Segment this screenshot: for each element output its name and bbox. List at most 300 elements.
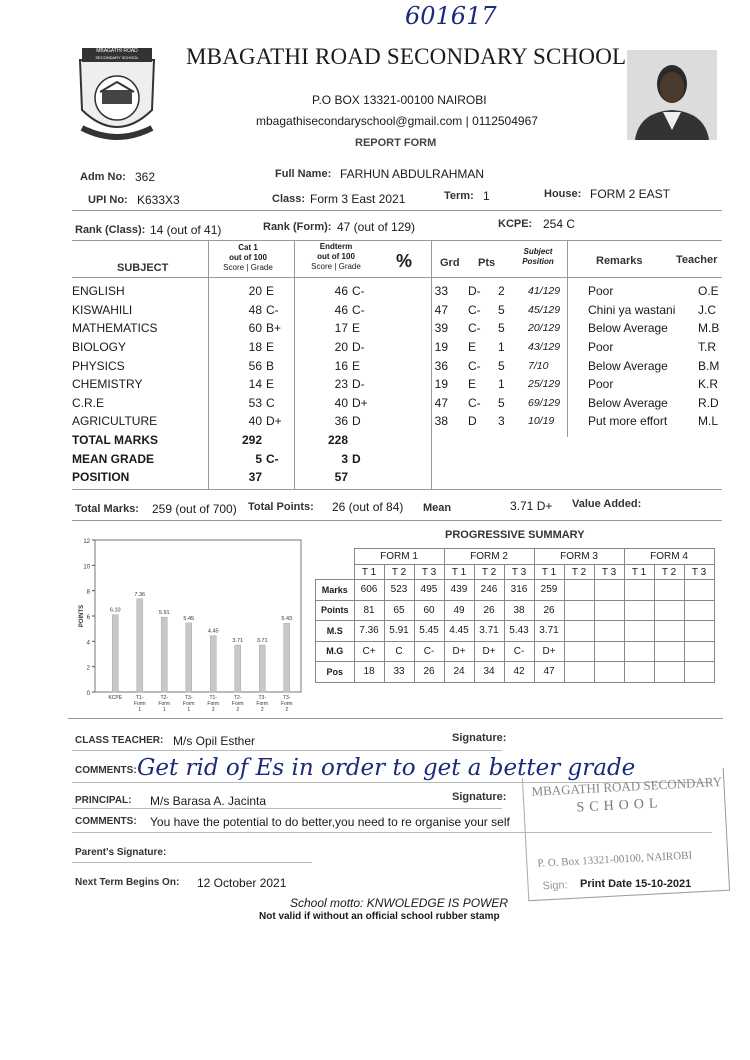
totals-cat-grade	[266, 468, 324, 487]
progress-cell: 5.43	[504, 621, 534, 642]
progress-cell	[684, 621, 714, 642]
kcpe-label: KCPE:	[498, 218, 533, 230]
progress-cell	[624, 621, 654, 642]
mean-value: 3.71 D+	[510, 499, 553, 513]
rank-form-label: Rank (Form):	[263, 221, 332, 233]
term-value: 1	[483, 189, 490, 203]
principal-name: M/s Barasa A. Jacinta	[150, 794, 267, 808]
adm-label: Adm No:	[80, 171, 126, 183]
progress-cell: 5.91	[384, 621, 414, 642]
progress-cell: 49	[444, 600, 474, 621]
points: 3	[498, 414, 505, 429]
totals-label: MEAN GRADE	[72, 451, 155, 466]
progress-cell: C-	[504, 641, 534, 662]
progress-cell	[654, 580, 684, 601]
remark: Below Average	[588, 395, 668, 410]
x-tick-label: Form	[207, 701, 220, 707]
progress-cell: 26	[534, 600, 564, 621]
x-tick-label: 1	[162, 707, 166, 713]
percent: 33	[434, 284, 448, 299]
progress-cell	[684, 641, 714, 662]
bar-data-label: 5.43	[281, 616, 293, 623]
endterm-score: 16	[334, 358, 348, 373]
cat-header: Cat 1 out of 100 Score | Grade	[223, 243, 273, 272]
x-tick-label: T2-	[234, 695, 242, 701]
teacher-handwritten-comment: Get rid of Es in order to get a better grade	[137, 755, 636, 781]
y-axis-label: POINTS	[79, 604, 85, 628]
position-header: Subject Position	[522, 247, 554, 266]
progressive-summary-table	[315, 548, 715, 683]
teacher-initials: K.R	[698, 377, 719, 392]
progress-cell: 606	[354, 580, 384, 601]
class-teacher-signature-label: Signature:	[452, 732, 507, 744]
endterm-grade: E	[352, 321, 361, 336]
progress-row-label: M.G	[316, 641, 355, 662]
progress-cell: D+	[534, 641, 564, 662]
totals-end: 57	[334, 470, 348, 485]
school-logo	[72, 40, 162, 148]
progress-cell	[654, 600, 684, 621]
chart-bar	[186, 623, 192, 692]
grade: D-	[468, 284, 481, 299]
class-label: Class:	[272, 193, 306, 205]
progress-cell: 26	[414, 662, 444, 683]
house-label: House:	[544, 188, 582, 200]
subject-position: 69/129	[528, 396, 561, 409]
subject-name: KISWAHILI	[72, 302, 133, 317]
progress-cell	[564, 600, 594, 621]
grade-header: Grd	[440, 257, 460, 269]
school-name: MBAGATHI ROAD SECONDARY SCHOOL	[186, 44, 627, 69]
percent: 47	[434, 302, 448, 317]
progress-cell: 81	[354, 600, 384, 621]
points: 1	[498, 377, 505, 392]
totals-end: 3	[341, 451, 348, 466]
rank-class-label: Rank (Class):	[75, 224, 146, 236]
progress-cell: 523	[384, 580, 414, 601]
teacher-initials: M.B	[698, 321, 720, 336]
table-row	[72, 356, 722, 375]
endterm-grade: C-	[352, 302, 365, 317]
endterm-score: 20	[334, 340, 348, 355]
points-header: Pts	[478, 257, 496, 269]
totals-cat-grade	[266, 431, 324, 450]
form-header: FORM 1	[354, 549, 444, 565]
teacher-initials: R.D	[698, 395, 719, 410]
chart-bar	[235, 645, 241, 692]
progress-cell: 3.71	[534, 621, 564, 642]
progress-cell: 47	[534, 662, 564, 683]
totals-cat: 5	[255, 451, 262, 466]
endterm-grade: E	[352, 358, 361, 373]
class-teacher-label: CLASS TEACHER:	[75, 735, 164, 746]
progress-cell: D+	[474, 641, 504, 662]
progress-row	[316, 641, 715, 662]
x-tick-label: Form	[133, 701, 146, 707]
bar-data-label: 4.45	[207, 628, 219, 635]
progress-row-label: M.S	[316, 621, 355, 642]
percent: 39	[434, 321, 448, 336]
form-header: FORM 4	[624, 549, 714, 565]
subject-name: AGRICULTURE	[72, 414, 158, 429]
totals-label: POSITION	[72, 470, 130, 485]
term-header: T 2	[654, 565, 684, 580]
progress-cell: 3.71	[474, 621, 504, 642]
term-header: T 2	[564, 565, 594, 580]
chart-bar	[161, 617, 167, 692]
x-tick-label: 2	[236, 707, 240, 713]
progress-cell: 495	[414, 580, 444, 601]
totals-row	[72, 431, 722, 450]
bar-data-label: 7.36	[134, 591, 146, 598]
subjects-table	[72, 282, 722, 487]
points: 5	[498, 395, 505, 410]
rank-class-value: 14 (out of 41)	[150, 223, 222, 237]
progress-cell: C	[384, 641, 414, 662]
endterm-grade: D+	[352, 395, 368, 410]
progress-cell	[594, 662, 624, 683]
full-name: FARHUN ABDULRAHMAN	[340, 167, 485, 181]
progress-cell: 26	[474, 600, 504, 621]
progress-cell: 316	[504, 580, 534, 601]
progress-cell	[684, 600, 714, 621]
progress-cell: 4.45	[444, 621, 474, 642]
subject-position: 45/129	[528, 303, 561, 316]
points: 5	[498, 358, 505, 373]
table-row	[72, 319, 722, 338]
progress-cell: 24	[444, 662, 474, 683]
x-tick-label: Form	[231, 701, 244, 707]
progress-cell	[564, 580, 594, 601]
progressive-summary-title: PROGRESSIVE SUMMARY	[445, 529, 585, 541]
progress-cell	[624, 662, 654, 683]
next-term-date: 12 October 2021	[197, 876, 287, 890]
progress-cell: 60	[414, 600, 444, 621]
term-label: Term:	[444, 190, 474, 202]
school-rubber-stamp: MBAGATHI ROAD SECONDARY SCHOOL P. O. Box 13321-00100, NAIROBI Sign:	[522, 768, 730, 901]
endterm-score: 46	[334, 284, 348, 299]
y-tick-label: 2	[86, 665, 90, 672]
teacher-initials: M.L	[698, 414, 719, 429]
grade: D	[468, 414, 477, 429]
x-tick-label: Form	[158, 701, 171, 707]
totals-end-grade: D	[352, 451, 361, 466]
x-tick-label: T3-	[283, 695, 291, 701]
table-row	[72, 301, 722, 320]
x-tick-label: 1	[138, 707, 142, 713]
progress-row-label: Points	[316, 600, 355, 621]
progress-cell	[654, 662, 684, 683]
term-header: T 1	[444, 565, 474, 580]
points-chart	[75, 532, 310, 717]
subject-position: 7/10	[528, 359, 549, 372]
total-points-value: 26 (out of 84)	[332, 500, 404, 514]
parent-signature-label: Parent's Signature:	[75, 847, 167, 858]
remark: Put more effort	[588, 414, 668, 429]
subject-name: MATHEMATICS	[72, 321, 158, 336]
x-tick-label: 2	[260, 707, 264, 713]
cat-score: 18	[248, 340, 262, 355]
teacher-initials: B.M	[698, 358, 720, 373]
next-term-label: Next Term Begins On:	[75, 877, 180, 888]
cat-score: 60	[248, 321, 262, 336]
progress-row-label: Marks	[316, 580, 355, 601]
kcpe-value: 254 C	[543, 217, 576, 231]
x-tick-label: Form	[182, 701, 195, 707]
percent: 19	[434, 340, 448, 355]
y-tick-label: 12	[83, 539, 90, 545]
points: 5	[498, 321, 505, 336]
progress-cell: 33	[384, 662, 414, 683]
progress-cell	[684, 662, 714, 683]
progress-cell: 38	[504, 600, 534, 621]
bar-data-label: 3.71	[256, 638, 268, 645]
cat-grade: B	[266, 358, 275, 373]
progress-cell	[624, 641, 654, 662]
endterm-grade: D-	[352, 377, 365, 392]
progress-cell: C-	[414, 641, 444, 662]
term-header: T 2	[384, 565, 414, 580]
x-tick-label: Form	[256, 701, 269, 707]
cat-grade: E	[266, 340, 275, 355]
totals-row	[72, 468, 722, 487]
table-row	[72, 338, 722, 357]
progress-cell: 246	[474, 580, 504, 601]
totals-end: 228	[327, 433, 348, 448]
teacher-header: Teacher	[676, 254, 718, 266]
principal-comment: You have the potential to do better,you need to re organise your self	[150, 815, 510, 829]
chart-bar	[137, 599, 143, 692]
progress-cell: 65	[384, 600, 414, 621]
rank-form-value: 47 (out of 129)	[337, 220, 416, 234]
percent: 47	[434, 395, 448, 410]
x-tick-label: T1-	[136, 695, 144, 701]
points: 2	[498, 284, 505, 299]
progress-cell: D+	[444, 641, 474, 662]
subject-name: CHEMISTRY	[72, 377, 143, 392]
remark: Chini ya wastani	[588, 302, 676, 317]
totals-label: TOTAL MARKS	[72, 433, 158, 448]
progress-cell: C+	[354, 641, 384, 662]
progress-cell: 259	[534, 580, 564, 601]
cat-grade: C	[266, 395, 275, 410]
bar-data-label: 5.45	[183, 615, 195, 622]
endterm-grade: C-	[352, 284, 365, 299]
handwritten-reference-number: 601617	[405, 2, 497, 30]
totals-end-grade	[352, 431, 410, 450]
bar-data-label: 5.91	[158, 610, 170, 617]
x-tick-label: 1	[187, 707, 191, 713]
progress-cell	[594, 641, 624, 662]
endterm-score: 36	[334, 414, 348, 429]
subject-position: 10/19	[528, 415, 555, 428]
subject-position: 20/129	[528, 322, 561, 335]
stamp-validity-note: Not valid if without an official school rubber stamp	[259, 911, 500, 922]
remark: Below Average	[588, 321, 668, 336]
grade: C-	[468, 358, 481, 373]
progress-cell	[564, 662, 594, 683]
endterm-score: 23	[334, 377, 348, 392]
totals-cat-grade: C-	[266, 451, 279, 466]
subject-name: PHYSICS	[72, 358, 125, 373]
table-row	[72, 394, 722, 413]
term-header: T 2	[474, 565, 504, 580]
subject-position: 25/129	[528, 378, 561, 391]
y-tick-label: 6	[86, 615, 90, 621]
progress-row	[316, 600, 715, 621]
grade: C-	[468, 321, 481, 336]
endterm-grade: D-	[352, 340, 365, 355]
progress-cell: 18	[354, 662, 384, 683]
bar-data-label: 3.71	[232, 638, 244, 645]
school-motto: School motto: KNWOLEDGE IS POWER	[290, 896, 509, 910]
subject-name: ENGLISH	[72, 284, 125, 299]
progress-cell	[684, 580, 714, 601]
cat-score: 20	[248, 284, 262, 299]
progress-cell	[654, 621, 684, 642]
progress-row	[316, 580, 715, 601]
table-row	[72, 412, 722, 431]
mean-label: Mean	[423, 502, 452, 514]
cat-score: 40	[248, 414, 262, 429]
subject-header: SUBJECT	[117, 262, 169, 274]
form-header: FORM 2	[444, 549, 534, 565]
remark: Poor	[588, 377, 614, 392]
endterm-score: 17	[334, 321, 348, 336]
cat-score: 53	[248, 395, 262, 410]
chart-bar	[210, 636, 216, 692]
term-header: T 3	[414, 565, 444, 580]
percent: 19	[434, 377, 448, 392]
progress-cell: 34	[474, 662, 504, 683]
x-tick-label: 2	[285, 707, 289, 713]
percent: 38	[434, 414, 448, 429]
progress-row	[316, 662, 715, 683]
teacher-initials: T.R	[698, 340, 716, 355]
term-header: T 3	[504, 565, 534, 580]
progress-row-label: Pos	[316, 662, 355, 683]
term-header: T 1	[534, 565, 564, 580]
total-marks-label: Total Marks:	[75, 503, 139, 515]
term-header: T 3	[684, 565, 714, 580]
totals-cat: 292	[241, 433, 262, 448]
upi-number: K633X3	[137, 193, 180, 207]
teacher-comments-label: COMMENTS:	[75, 765, 137, 776]
y-tick-label: 8	[86, 589, 90, 596]
remarks-header: Remarks	[596, 255, 643, 267]
x-tick-label: T3-	[185, 695, 193, 701]
teacher-initials: O.E	[698, 284, 719, 299]
chart-frame	[95, 540, 301, 692]
bar-data-label: 6.10	[109, 607, 121, 614]
progress-cell	[594, 580, 624, 601]
teacher-initials: J.C	[698, 302, 716, 317]
value-added-label: Value Added:	[572, 498, 642, 510]
upi-label: UPI No:	[88, 194, 128, 206]
total-points-label: Total Points:	[248, 501, 314, 513]
progress-cell	[624, 580, 654, 601]
endterm-score: 40	[334, 395, 348, 410]
subject-name: BIOLOGY	[72, 340, 127, 355]
term-header: T 1	[624, 565, 654, 580]
cat-score: 14	[248, 377, 262, 392]
endterm-grade: D	[352, 414, 361, 429]
percent-header: %	[396, 251, 413, 271]
remark: Poor	[588, 284, 614, 299]
print-date: Print Date 15-10-2021	[580, 878, 692, 890]
progress-cell: 42	[504, 662, 534, 683]
x-tick-label: T3-	[258, 695, 266, 701]
cat-grade: D+	[266, 414, 282, 429]
principal-comments-label: COMMENTS:	[75, 816, 137, 827]
subject-name: C.R.E	[72, 395, 105, 410]
totals-end-grade	[352, 468, 410, 487]
grade: C-	[468, 302, 481, 317]
y-tick-label: 0	[86, 691, 90, 697]
cat-grade: B+	[266, 321, 282, 336]
progress-cell	[654, 641, 684, 662]
points: 5	[498, 302, 505, 317]
progress-cell	[594, 621, 624, 642]
cat-score: 56	[248, 358, 262, 373]
chart-bar	[284, 623, 290, 692]
term-header: T 3	[594, 565, 624, 580]
form-header: FORM 3	[534, 549, 624, 565]
grade: E	[468, 340, 477, 355]
class-value: Form 3 East 2021	[310, 192, 406, 206]
table-row	[72, 282, 722, 301]
x-tick-label: KCPE	[108, 695, 123, 701]
x-tick-label: 2	[211, 707, 215, 713]
school-address: P.O BOX 13321-00100 NAIROBI	[312, 93, 487, 107]
x-tick-label: T2-	[160, 695, 168, 701]
y-tick-label: 10	[83, 564, 90, 571]
adm-number: 362	[135, 170, 156, 184]
progress-cell: 7.36	[354, 621, 384, 642]
logo-text: MBAGATHI ROAD	[96, 48, 138, 54]
points: 1	[498, 340, 505, 355]
endterm-score: 46	[334, 302, 348, 317]
endterm-header: Endterm out of 100 Score | Grade	[311, 242, 361, 271]
remark: Below Average	[588, 358, 668, 373]
totals-cat: 37	[248, 470, 262, 485]
total-marks-value: 259 (out of 700)	[152, 502, 237, 516]
school-contact: mbagathisecondaryschool@gmail.com | 0112504967	[256, 114, 538, 128]
full-name-label: Full Name:	[275, 168, 332, 180]
subject-position: 41/129	[528, 285, 561, 298]
progress-cell: 5.45	[414, 621, 444, 642]
cat-grade: E	[266, 284, 275, 299]
house-value: FORM 2 EAST	[590, 187, 671, 201]
grade: C-	[468, 395, 481, 410]
progress-cell: 439	[444, 580, 474, 601]
subject-position: 43/129	[528, 341, 561, 354]
logo-subtext: SECONDARY SCHOOL	[95, 55, 139, 60]
principal-signature-label: Signature:	[452, 791, 507, 803]
student-photo	[627, 50, 717, 140]
progress-cell	[594, 600, 624, 621]
progress-cell	[624, 600, 654, 621]
y-tick-label: 4	[86, 640, 90, 647]
term-header: T 1	[354, 565, 384, 580]
chart-bar	[112, 615, 118, 692]
report-form-title: REPORT FORM	[355, 137, 437, 149]
progress-cell	[564, 641, 594, 662]
progress-cell	[564, 621, 594, 642]
remark: Poor	[588, 340, 614, 355]
x-tick-label: T1-	[209, 695, 217, 701]
class-teacher-name: M/s Opil Esther	[173, 734, 256, 748]
